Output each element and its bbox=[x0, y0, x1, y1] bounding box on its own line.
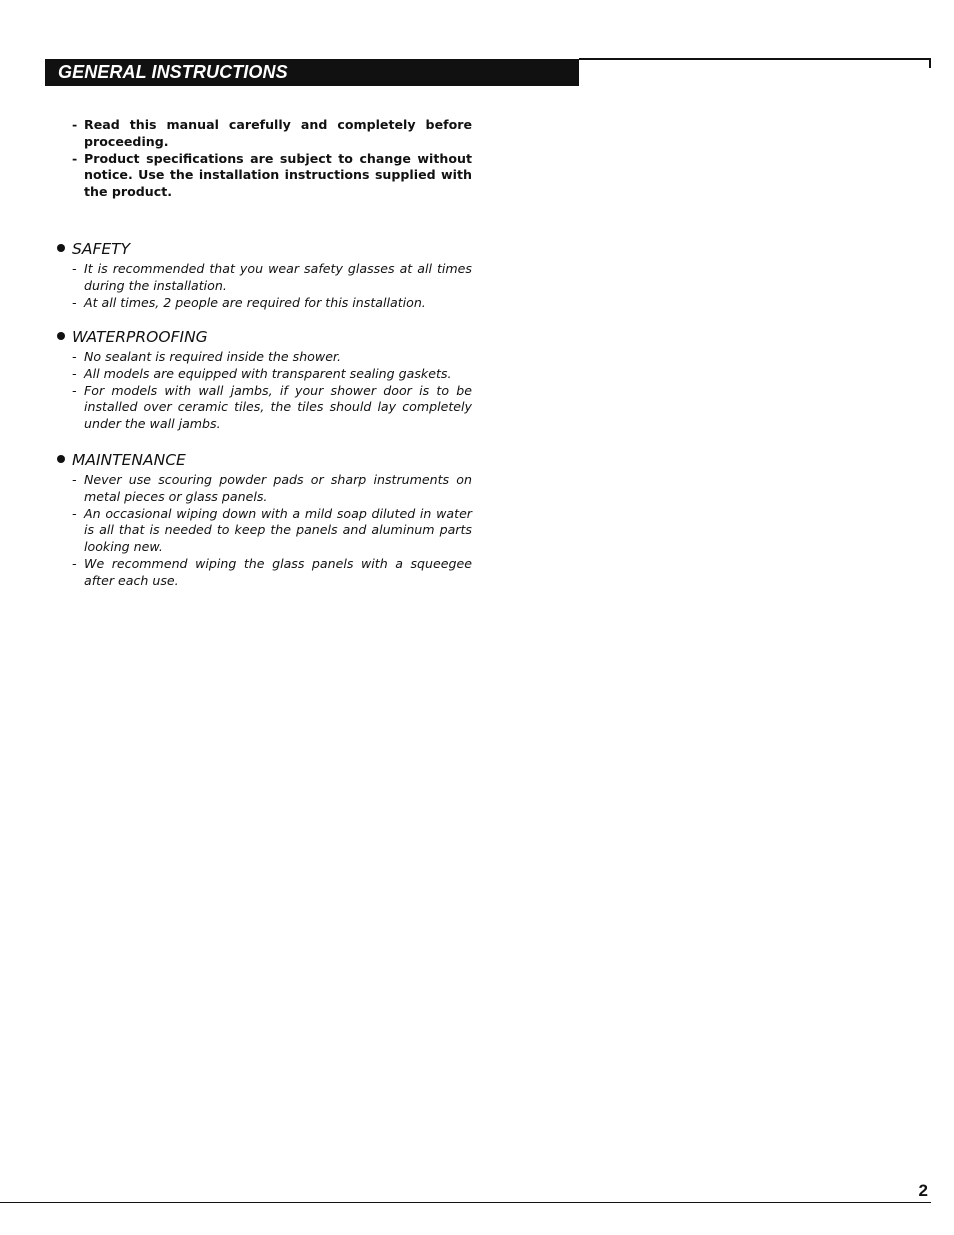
dash-marker: - bbox=[72, 150, 78, 166]
section-title-text: MAINTENANCE bbox=[72, 451, 186, 469]
section-title-text: WATERPROOFING bbox=[72, 328, 208, 346]
list-item-text: It is recommended that you wear safety glasses at all times during the installation. bbox=[84, 261, 472, 293]
list-item-text: We recommend wiping the glass panels with a squeegee after each use. bbox=[84, 555, 472, 588]
footer-rule bbox=[0, 1202, 931, 1203]
list-item-text: An occasional wiping down with a mild soap diluted in water is all that is needed to keep the panels and aluminum parts looking new. bbox=[84, 505, 472, 555]
list-item bbox=[70, 383, 472, 433]
dash-marker: - bbox=[72, 261, 77, 276]
dash-marker: - bbox=[72, 505, 77, 521]
list-item bbox=[70, 366, 472, 383]
dash-marker: - bbox=[72, 365, 77, 381]
list-item-text: All models are equipped with transparent sealing gaskets. bbox=[84, 365, 452, 381]
dash-marker: - bbox=[72, 555, 77, 571]
section-maintenance bbox=[55, 450, 472, 590]
intro-item-text: Product specifications are subject to change without notice. Use the installation instructions supplied with the product. bbox=[84, 150, 472, 200]
list-item bbox=[70, 472, 472, 506]
list-item-text: For models with wall jambs, if your shower door is to be installed over ceramic tiles, the tiles should lay completely under the wall jambs. bbox=[84, 382, 472, 432]
section-header-bar bbox=[45, 59, 579, 86]
section-waterproofing bbox=[55, 327, 472, 433]
intro-item bbox=[70, 151, 472, 201]
intro-item-text: Read this manual carefully and completely before proceeding. bbox=[84, 117, 472, 149]
dash-marker: - bbox=[72, 349, 77, 364]
list-item bbox=[70, 261, 472, 295]
page-title: GENERAL INSTRUCTIONS bbox=[58, 62, 288, 82]
dash-marker: - bbox=[72, 382, 77, 398]
list-item-text: Never use scouring powder pads or sharp instruments on metal pieces or glass panels. bbox=[84, 472, 472, 504]
section-title-safety bbox=[55, 239, 472, 261]
waterproofing-list bbox=[70, 349, 472, 433]
list-item bbox=[70, 556, 472, 590]
intro-list bbox=[70, 117, 472, 201]
page-number: 2 bbox=[918, 1181, 928, 1200]
dash-marker: - bbox=[72, 472, 77, 487]
header-rule bbox=[579, 58, 931, 60]
header-rule-tick bbox=[929, 58, 931, 68]
dash-marker: - bbox=[72, 294, 77, 310]
safety-list bbox=[70, 261, 472, 311]
intro-item bbox=[70, 117, 472, 151]
bullet-icon bbox=[57, 455, 65, 463]
section-title-waterproofing bbox=[55, 327, 472, 349]
dash-marker: - bbox=[72, 117, 78, 132]
list-item-text: No sealant is required inside the shower. bbox=[84, 349, 341, 364]
list-item bbox=[70, 295, 472, 312]
list-item-text: At all times, 2 people are required for this installation. bbox=[84, 294, 426, 310]
bullet-icon bbox=[57, 244, 65, 252]
intro-notes bbox=[70, 117, 472, 201]
section-safety bbox=[55, 239, 472, 311]
list-item bbox=[70, 506, 472, 556]
bullet-icon bbox=[57, 332, 65, 340]
maintenance-list bbox=[70, 472, 472, 590]
section-title-text: SAFETY bbox=[72, 240, 131, 258]
list-item bbox=[70, 349, 472, 366]
section-title-maintenance bbox=[55, 450, 472, 472]
